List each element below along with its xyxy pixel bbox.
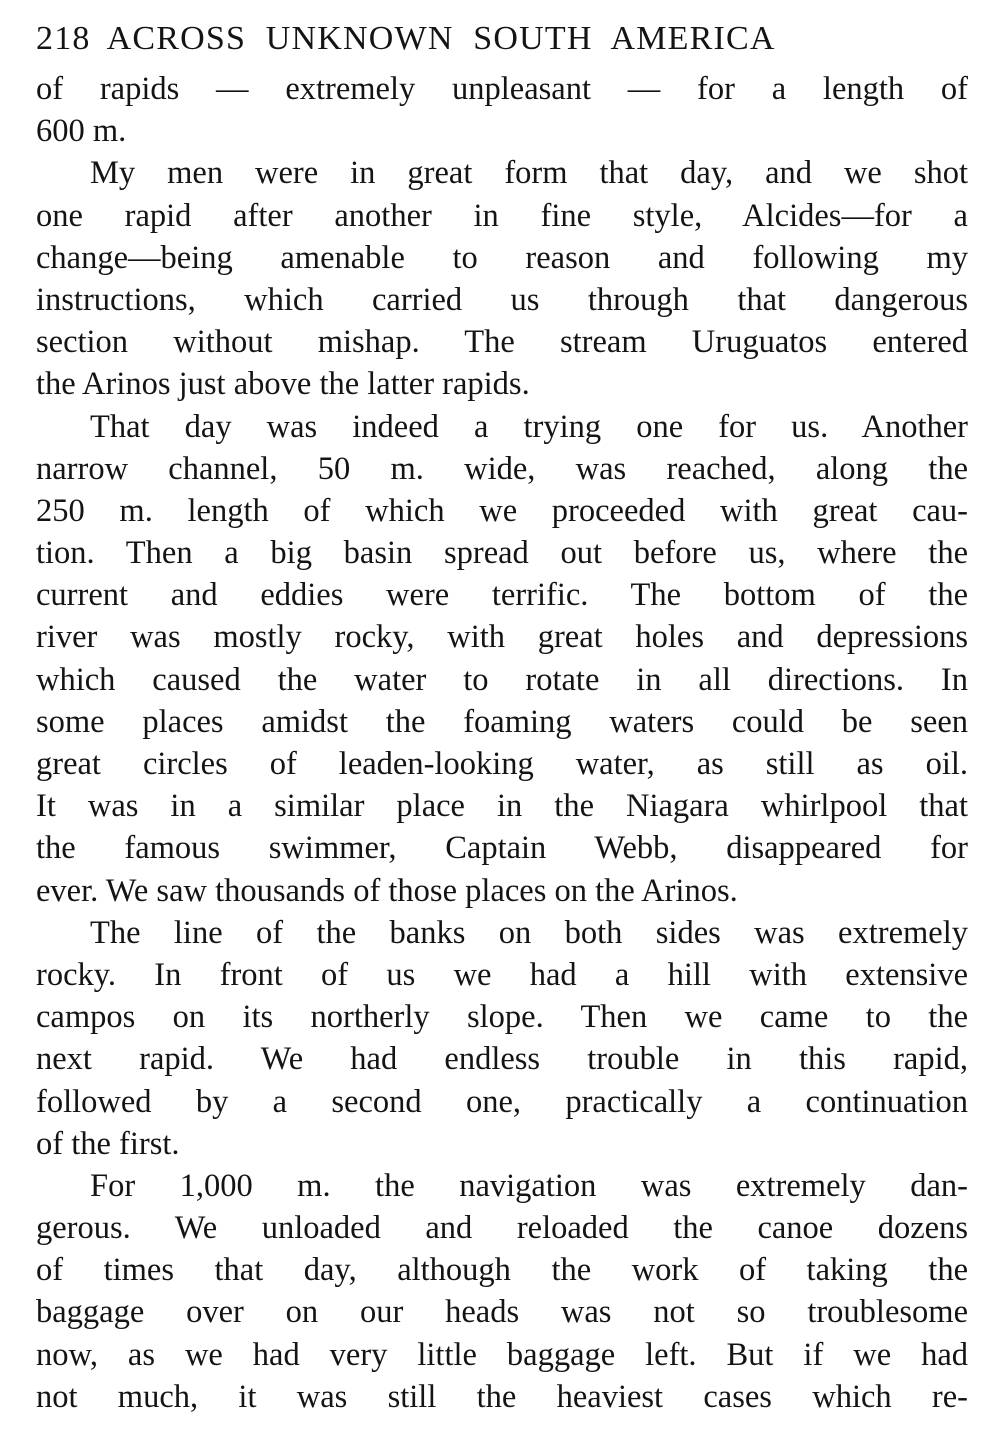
text-line: instructions, which carried us through that dangerous xyxy=(36,281,968,318)
text-line: of rapids — extremely unpleasant — for a length of xyxy=(36,71,968,107)
text-line: campos on its northerly slope. Then we came to the xyxy=(36,999,968,1036)
text-line: narrow channel, 50 m. wide, was reached, along the xyxy=(36,450,968,487)
text-line: For 1,000 m. the navigation was extremely dan- xyxy=(90,1167,968,1204)
text-line: My men were in great form that day, and we shot xyxy=(90,155,968,192)
text-line: baggage over on our heads was not so troublesome xyxy=(36,1294,968,1331)
text-line: river was mostly rocky, with great holes and depressions xyxy=(36,619,968,656)
text-line: change—being amenable to reason and following my xyxy=(36,239,968,276)
running-title: ACROSS UNKNOWN SOUTH AMERICA xyxy=(106,20,776,57)
text-line: 250 m. length of which we proceeded with great cau- xyxy=(36,492,968,529)
text-line: great circles of leaden-looking water, as still as oil. xyxy=(36,746,968,782)
text-line: not much, it was still the heaviest cases which re- xyxy=(36,1378,968,1415)
paragraph xyxy=(36,68,968,152)
text-line: one rapid after another in fine style, Alcides—for a xyxy=(36,197,968,234)
text-line: 600 m. xyxy=(36,113,127,150)
text-line: gerous. We unloaded and reloaded the canoe dozens xyxy=(36,1210,968,1247)
text-line: It was in a similar place in the Niagara whirlpool that xyxy=(36,788,968,825)
paragraph xyxy=(36,152,968,405)
text-line: which caused the water to rotate in all directions. In xyxy=(36,661,968,698)
paragraph xyxy=(36,1165,968,1418)
text-line: of times that day, although the work of taking the xyxy=(36,1252,968,1289)
text-line: the famous swimmer, Captain Webb, disappeared for xyxy=(36,830,968,867)
text-line: now, as we had very little baggage left. But if we had xyxy=(36,1336,968,1373)
book-page xyxy=(36,20,968,1418)
text-line: the Arinos just above the latter rapids. xyxy=(36,366,530,403)
text-line: rocky. In front of us we had a hill with extensive xyxy=(36,956,968,993)
text-line: some places amidst the foaming waters could be seen xyxy=(36,703,968,740)
text-line: current and eddies were terrific. The bottom of the xyxy=(36,577,968,614)
text-line: followed by a second one, practically a continuation xyxy=(36,1083,968,1120)
text-line: ever. We saw thousands of those places on the Arinos. xyxy=(36,872,738,909)
text-line: next rapid. We had endless trouble in this rapid, xyxy=(36,1041,968,1078)
text-line: The line of the banks on both sides was extremely xyxy=(90,914,968,951)
body-text xyxy=(36,68,968,1418)
page-number: 218 xyxy=(36,20,91,57)
running-head xyxy=(36,20,968,68)
paragraph xyxy=(36,406,968,912)
text-line: of the first. xyxy=(36,1125,180,1162)
text-line: That day was indeed a trying one for us. Another xyxy=(90,408,968,445)
text-line: tion. Then a big basin spread out before us, where the xyxy=(36,535,968,572)
text-line: section without mishap. The stream Uruguatos entered xyxy=(36,324,968,361)
paragraph xyxy=(36,912,968,1165)
